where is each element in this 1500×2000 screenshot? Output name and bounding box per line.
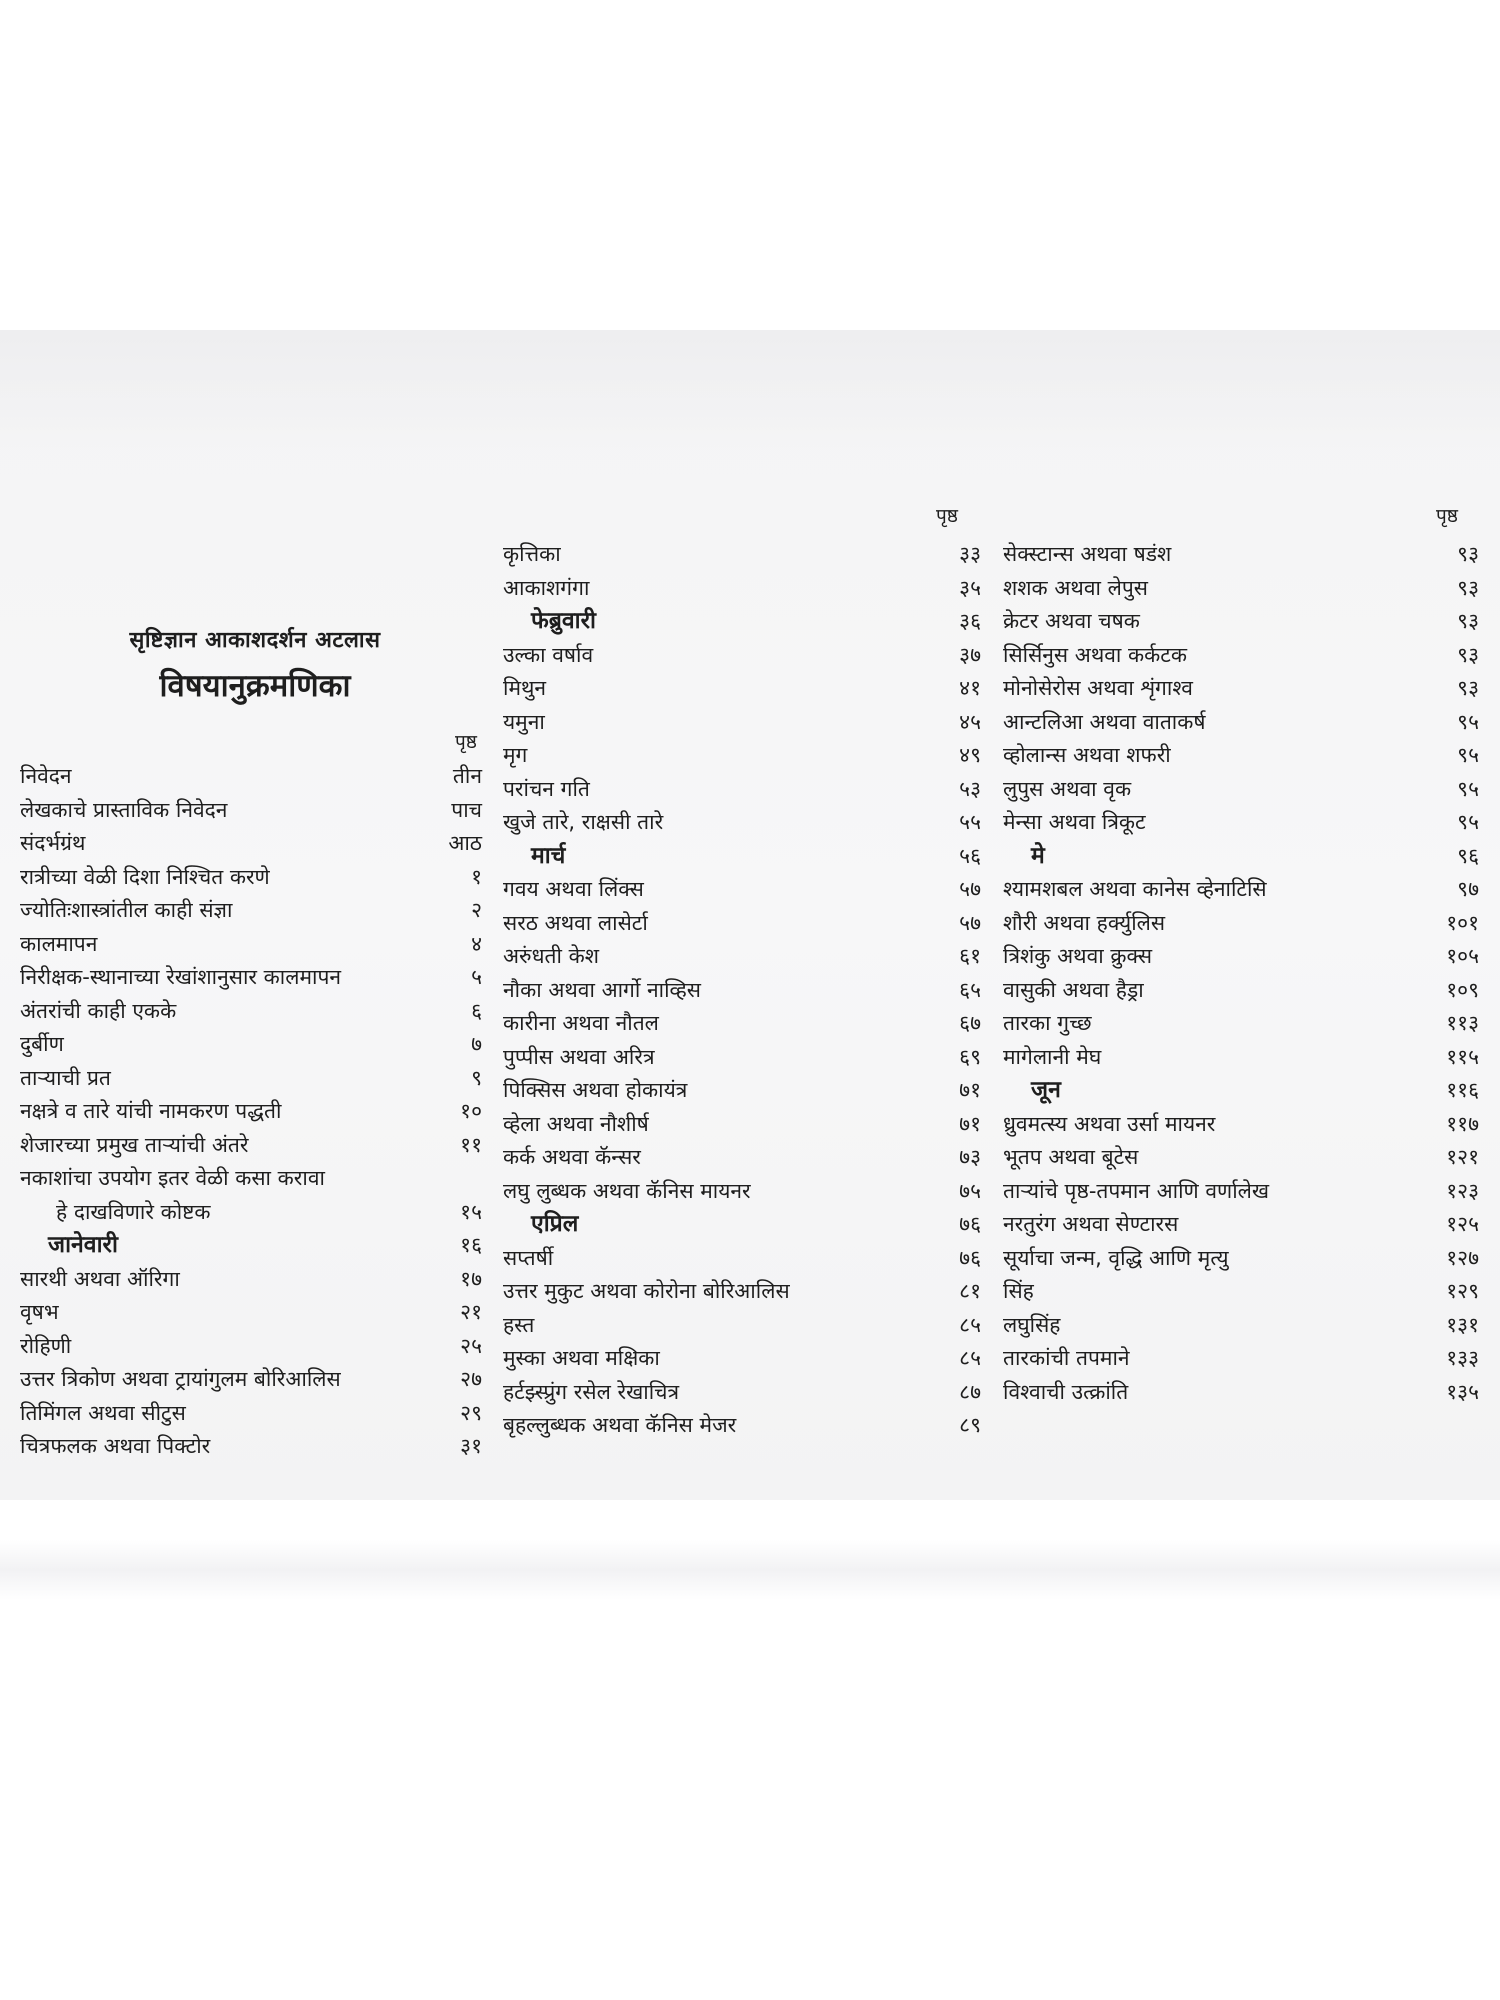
toc-entry: [1003, 1007, 1479, 1041]
toc-entry: [503, 1409, 981, 1443]
entry-page-number: १३१: [1446, 1312, 1479, 1337]
toc-entry: [20, 760, 482, 794]
page-label-col1: पृष्ठ: [455, 731, 477, 753]
entry-title: रात्रीच्या वेळी दिशा निश्चित करणे: [20, 864, 270, 889]
page-label-col2: पृष्ठ: [936, 505, 958, 527]
toc-entry: [20, 928, 482, 962]
entry-title: निवेदन: [20, 764, 72, 788]
toc-column-2: [503, 538, 981, 1443]
entry-page-number: ८१: [959, 1279, 981, 1303]
entry-title: ताऱ्याची प्रत: [20, 1065, 111, 1090]
toc-column-1: [20, 760, 482, 1464]
entry-page-number: ७१: [959, 1111, 981, 1136]
entry-title: हर्टझ्स्प्रुंग रसेल रेखाचित्र: [503, 1379, 680, 1404]
entry-page-number: ७६: [959, 1245, 981, 1270]
toc-entry: [1003, 706, 1479, 740]
toc-entry: [20, 1330, 482, 1364]
toc-entry: [503, 672, 981, 706]
toc-entry: [1003, 773, 1479, 807]
toc-entry: [1003, 1242, 1479, 1276]
entry-title: अंतरांची काही एकके: [20, 998, 177, 1023]
entry-page-number: ११३: [1446, 1011, 1479, 1035]
month-heading-row: [503, 1208, 981, 1242]
entry-title: आकाशगंगा: [503, 575, 590, 600]
entry-page-number: ६७: [959, 1011, 981, 1035]
toc-entry: [1003, 873, 1479, 907]
entry-title: श्यामशबल अथवा कानेस व्हेनाटिसि: [1003, 877, 1267, 901]
entry-title: सूर्याचा जन्म, वृद्धि आणि मृत्यु: [1003, 1245, 1229, 1270]
toc-entry: [20, 1062, 482, 1096]
toc-entry: [503, 1141, 981, 1175]
entry-page-number: ४१: [959, 676, 981, 700]
entry-title: शेजारच्या प्रमुख ताऱ्यांची अंतरे: [20, 1132, 249, 1157]
toc-entry: [20, 1028, 482, 1062]
entry-page-number: १०: [460, 1099, 482, 1123]
entry-title: सारथी अथवा ऑरिगा: [20, 1266, 180, 1291]
toc-entry: [1003, 1275, 1479, 1309]
entry-page-number: ११: [460, 1132, 482, 1157]
toc-entry: [503, 739, 981, 773]
entry-title: चित्रफलक अथवा पिक्टोर: [20, 1434, 211, 1458]
toc-entry: [1003, 538, 1479, 572]
entry-page-number: ९६: [1457, 843, 1479, 868]
entry-title: त्रिशंकु अथवा क्रुक्स: [1003, 944, 1153, 968]
month-heading-row: [503, 605, 981, 639]
entry-page-number: ७१: [959, 1078, 981, 1102]
toc-entry: [20, 1397, 482, 1431]
entry-title: सप्तर्षी: [503, 1245, 554, 1270]
entry-page-number: ६९: [959, 1044, 981, 1069]
entry-title: मृग: [503, 743, 528, 767]
entry-title: मिथुन: [503, 676, 547, 700]
month-heading: एप्रिल: [531, 1211, 579, 1237]
entry-title: कालमापन: [20, 931, 98, 956]
toc-entry: [20, 894, 482, 928]
entry-title: परांचन गति: [503, 776, 590, 801]
toc-entry: [20, 1263, 482, 1297]
entry-title: ज्योतिःशास्त्रांतील काही संज्ञा: [20, 898, 233, 922]
entry-title: रोहिणी: [20, 1333, 72, 1358]
toc-entry: [503, 940, 981, 974]
toc-entry: [503, 706, 981, 740]
toc-entry: [503, 1074, 981, 1108]
entry-page-number: ४९: [959, 743, 981, 767]
entry-page-number: १२५: [1446, 1212, 1479, 1236]
entry-page-number: ३१: [460, 1434, 482, 1458]
entry-title: कारीना अथवा नौतल: [503, 1011, 659, 1035]
entry-title: ध्रुवमत्स्य अथवा उर्सा मायनर: [1003, 1111, 1216, 1136]
entry-title: दुर्बीण: [20, 1032, 64, 1056]
month-heading: मे: [1031, 842, 1045, 869]
toc-entry: [1003, 940, 1479, 974]
entry-title: नरतुरंग अथवा सेण्टारस: [1003, 1212, 1179, 1236]
entry-title: शौरी अथवा हर्क्युलिस: [1003, 910, 1166, 935]
entry-title: आन्टलिआ अथवा वाताकर्ष: [1003, 709, 1206, 734]
entry-title: उल्का वर्षाव: [503, 642, 594, 667]
entry-page-number: ९३: [1457, 609, 1479, 633]
entry-page-number: ७५: [959, 1178, 981, 1203]
toc-entry: [1003, 1342, 1479, 1376]
entry-page-number: २: [471, 898, 482, 922]
entry-page-number: २१: [460, 1300, 482, 1324]
entry-title: नकाशांचा उपयोग इतर वेळी कसा करावा: [20, 1166, 325, 1190]
month-heading-row: [1003, 1074, 1479, 1108]
toc-entry: [20, 1196, 482, 1230]
toc-entry: [1003, 572, 1479, 606]
entry-title: ताऱ्यांचे पृष्ठ-तपमान आणि वर्णालेख: [1003, 1178, 1270, 1203]
entry-title: तिमिंगल अथवा सीटुस: [20, 1400, 186, 1425]
entry-title: तारका गुच्छ: [1003, 1011, 1092, 1035]
entry-page-number: ६: [471, 998, 482, 1023]
toc-entry: [503, 1376, 981, 1410]
entry-title: नौका अथवा आर्गो नाव्हिस: [503, 977, 701, 1002]
entry-page-number: ५६: [959, 843, 981, 868]
entry-page-number: ११५: [1446, 1044, 1479, 1069]
entry-page-number: १०५: [1446, 944, 1479, 968]
entry-title: मागेलानी मेघ: [1003, 1044, 1102, 1069]
entry-title: अरुंधती केश: [503, 944, 600, 968]
entry-page-number: २९: [460, 1400, 482, 1425]
entry-page-number: ३६: [959, 609, 981, 633]
toc-entry: [503, 639, 981, 673]
toc-entry: [503, 1342, 981, 1376]
entry-title: व्होलान्स अथवा शफरी: [1003, 743, 1171, 767]
entry-page-number: १५: [460, 1199, 482, 1224]
toc-entry: [503, 538, 981, 572]
entry-title: कर्क अथवा कॅन्सर: [503, 1145, 641, 1169]
toc-column-3: [1003, 538, 1479, 1409]
entry-title: सिंह: [1003, 1279, 1034, 1303]
entry-title: सेक्स्टान्स अथवा षडंश: [1003, 542, 1172, 566]
entry-page-number: २५: [460, 1333, 482, 1358]
toc-entry: [503, 806, 981, 840]
entry-page-number: ६१: [959, 944, 981, 968]
entry-title: खुजे तारे, राक्षसी तारे: [503, 810, 664, 834]
toc-entry: [20, 1430, 482, 1464]
entry-title: भूतप अथवा बूटेस: [1003, 1145, 1139, 1169]
toc-entry: [20, 1129, 482, 1163]
toc-entry: [20, 794, 482, 828]
month-heading: जून: [1031, 1077, 1061, 1103]
entry-page-number: २७: [460, 1367, 482, 1391]
toc-entry: [503, 1242, 981, 1276]
entry-title: वृषभ: [20, 1300, 59, 1324]
page-shadow-top: [0, 330, 1500, 450]
entry-page-number: ४: [471, 931, 482, 956]
entry-page-number: ६५: [959, 977, 981, 1002]
entry-title: वासुकी अथवा हैड्रा: [1003, 977, 1144, 1002]
entry-page-number: १: [471, 864, 482, 889]
entry-page-number: ८५: [959, 1346, 981, 1370]
entry-page-number: ७६: [959, 1212, 981, 1236]
entry-page-number: ८५: [959, 1312, 981, 1337]
toc-entry: [1003, 1175, 1479, 1209]
entry-title: पुप्पीस अथवा अरित्र: [503, 1044, 655, 1069]
entry-page-number: ९५: [1457, 776, 1479, 801]
toc-entry: [1003, 907, 1479, 941]
toc-entry: [20, 1095, 482, 1129]
entry-page-number: ९५: [1457, 709, 1479, 734]
entry-title: विश्वाची उत्क्रांति: [1003, 1379, 1129, 1404]
entry-page-number: ९७: [1457, 877, 1479, 901]
entry-title: कृत्तिका: [503, 542, 561, 566]
entry-page-number: ८९: [959, 1413, 981, 1437]
toc-entry: [1003, 672, 1479, 706]
entry-title: हे दाखविणारे कोष्टक: [56, 1199, 211, 1224]
entry-page-number: १०९: [1446, 977, 1479, 1002]
toc-entry: [1003, 806, 1479, 840]
entry-title: लुपुस अथवा वृक: [1003, 776, 1132, 801]
entry-title: बृहल्लुब्धक अथवा कॅनिस मेजर: [503, 1413, 737, 1437]
toc-entry: [1003, 1376, 1479, 1410]
entry-page-number: ९: [471, 1065, 482, 1090]
entry-page-number: ५३: [959, 776, 981, 801]
toc-entry: [503, 1175, 981, 1209]
entry-title: शशक अथवा लेपुस: [1003, 575, 1148, 600]
entry-page-number: ५: [471, 965, 482, 989]
month-heading-row: [503, 840, 981, 874]
entry-page-number: आठ: [448, 831, 482, 855]
entry-title: सरठ अथवा लासेर्टा: [503, 910, 648, 935]
toc-entry: [503, 1108, 981, 1142]
toc-entry: [503, 773, 981, 807]
entry-page-number: ९३: [1457, 575, 1479, 600]
entry-page-number: ७३: [959, 1145, 981, 1169]
toc-heading: विषयानुक्रमणिका: [159, 668, 351, 704]
toc-entry: [503, 1275, 981, 1309]
toc-entry: [503, 1041, 981, 1075]
entry-title: लघु लुब्धक अथवा कॅनिस मायनर: [503, 1178, 751, 1203]
entry-page-number: १०१: [1446, 910, 1479, 935]
page-shadow-bottom: [0, 1540, 1500, 1600]
entry-page-number: १२९: [1446, 1279, 1479, 1303]
entry-title: हस्त: [503, 1312, 535, 1337]
entry-page-number: ३३: [959, 542, 981, 566]
entry-page-number: ८७: [959, 1379, 981, 1404]
entry-page-number: ९५: [1457, 810, 1479, 834]
toc-entry: [20, 1363, 482, 1397]
entry-page-number: १२३: [1446, 1178, 1479, 1203]
entry-title: क्रेटर अथवा चषक: [1003, 609, 1140, 633]
entry-title: यमुना: [503, 709, 545, 734]
toc-entry: [1003, 974, 1479, 1008]
toc-entry: [1003, 639, 1479, 673]
entry-page-number: ५७: [959, 877, 981, 901]
month-heading: जानेवारी: [48, 1232, 118, 1258]
page-label-col3: पृष्ठ: [1436, 505, 1458, 527]
toc-entry: [20, 1296, 482, 1330]
entry-page-number: ९३: [1457, 542, 1479, 566]
entry-page-number: ९३: [1457, 642, 1479, 667]
entry-page-number: १७: [460, 1266, 482, 1291]
toc-entry: [20, 861, 482, 895]
entry-page-number: ११७: [1446, 1111, 1479, 1136]
entry-page-number: ९५: [1457, 743, 1479, 767]
entry-title: लेखकाचे प्रास्ताविक निवेदन: [20, 797, 228, 822]
entry-page-number: तीन: [452, 764, 482, 788]
toc-entry: [503, 1007, 981, 1041]
toc-entry: [20, 827, 482, 861]
entry-title: नक्षत्रे व तारे यांची नामकरण पद्धती: [20, 1099, 282, 1123]
toc-entry: [1003, 605, 1479, 639]
toc-entry: [1003, 1208, 1479, 1242]
entry-page-number: ९३: [1457, 676, 1479, 700]
month-heading: फेब्रुवारी: [531, 608, 596, 634]
toc-entry: [20, 961, 482, 995]
entry-title: उत्तर मुकुट अथवा कोरोना बोरिआलिस: [503, 1279, 790, 1303]
entry-page-number: ४५: [959, 709, 981, 734]
toc-entry: [503, 572, 981, 606]
toc-entry: [503, 1309, 981, 1343]
entry-title: गवय अथवा लिंक्स: [503, 877, 644, 901]
entry-page-number: ११६: [1446, 1078, 1479, 1102]
toc-entry: [1003, 1041, 1479, 1075]
toc-entry: [1003, 1141, 1479, 1175]
entry-title: पिक्सिस अथवा होकायंत्र: [503, 1078, 688, 1102]
entry-page-number: १३५: [1446, 1379, 1479, 1404]
entry-title: मेन्सा अथवा त्रिकूट: [1003, 810, 1146, 834]
book-title: सृष्टिज्ञान आकाशदर्शन अटलास: [129, 628, 381, 653]
entry-page-number: १२७: [1446, 1245, 1479, 1270]
month-heading: मार्च: [531, 842, 566, 869]
entry-title: व्हेला अथवा नौशीर्ष: [503, 1111, 649, 1136]
toc-entry: [20, 995, 482, 1029]
entry-page-number: १३३: [1446, 1346, 1479, 1370]
entry-title: मोनोसेरोस अथवा शृंगाश्व: [1003, 676, 1193, 700]
entry-page-number: ५५: [959, 810, 981, 834]
toc-entry: [1003, 739, 1479, 773]
entry-page-number: ३७: [959, 642, 981, 667]
entry-title: मुस्का अथवा मक्षिका: [503, 1346, 660, 1370]
entry-title: निरीक्षक-स्थानाच्या रेखांशानुसार कालमापन: [20, 965, 342, 989]
toc-entry: [1003, 1108, 1479, 1142]
entry-page-number: ३५: [959, 575, 981, 600]
month-heading-row: [20, 1229, 482, 1263]
toc-entry: [503, 974, 981, 1008]
entry-title: संदर्भग्रंथ: [20, 831, 86, 855]
entry-page-number: ५७: [959, 910, 981, 935]
entry-page-number: १२१: [1446, 1145, 1479, 1169]
entry-page-number: १६: [460, 1233, 482, 1257]
entry-title: सिर्सिनुस अथवा कर्कटक: [1003, 642, 1188, 667]
month-heading-row: [1003, 840, 1479, 874]
entry-page-number: पाच: [451, 797, 482, 822]
entry-title: उत्तर त्रिकोण अथवा ट्रायांगुलम बोरिआलिस: [20, 1367, 341, 1391]
toc-entry: [1003, 1309, 1479, 1343]
entry-page-number: ७: [471, 1032, 482, 1056]
entry-title: लघुसिंह: [1003, 1312, 1061, 1337]
toc-entry: [503, 907, 981, 941]
toc-entry: [20, 1162, 482, 1196]
entry-title: तारकांची तपमाने: [1003, 1346, 1130, 1370]
toc-entry: [503, 873, 981, 907]
